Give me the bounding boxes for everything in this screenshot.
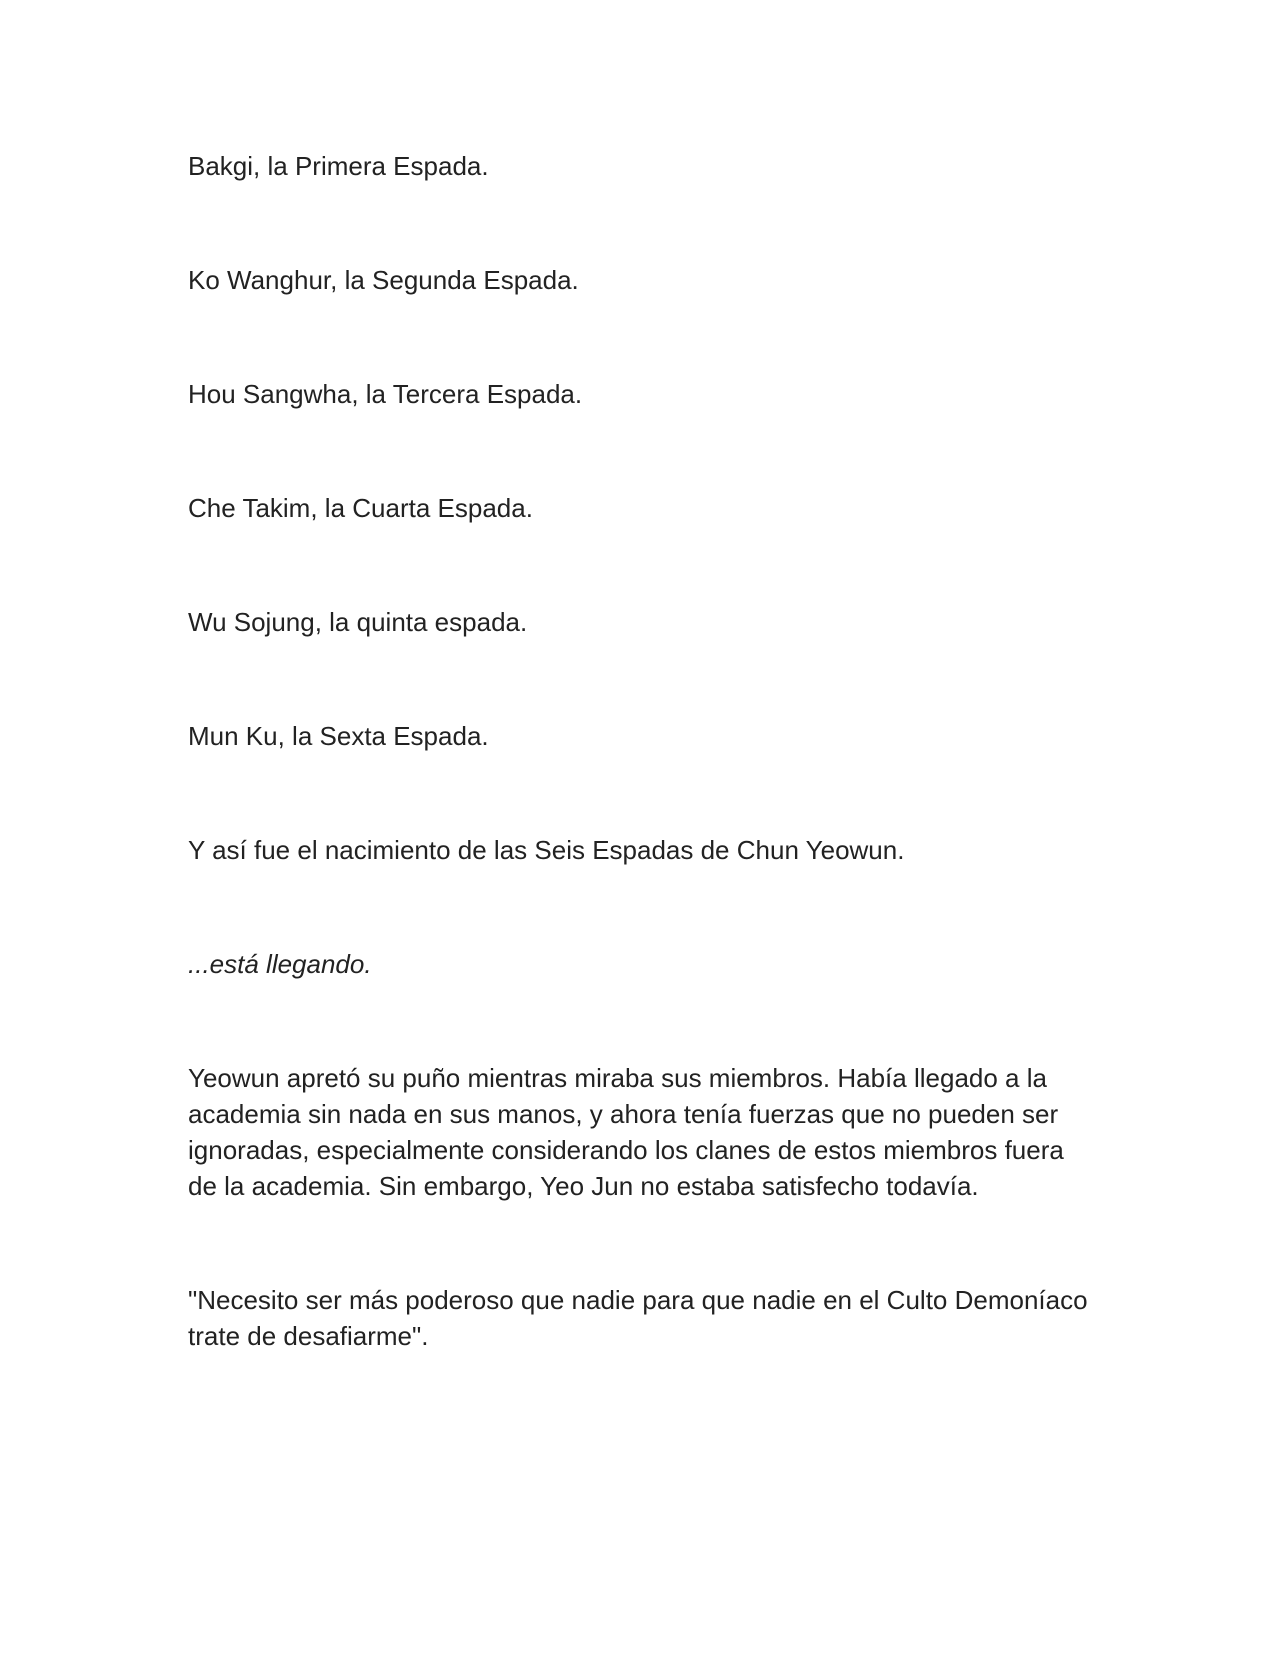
paragraph-second-sword: Ko Wanghur, la Segunda Espada. (188, 265, 579, 295)
paragraph-arriving: ...está llegando. (188, 949, 372, 979)
paragraph-quote-powerful: "Necesito ser más poderoso que nadie para que nadie en el Culto Demoníaco trate de desafiarme". (188, 1285, 1088, 1351)
paragraph-fifth-sword: Wu Sojung, la quinta espada. (188, 607, 528, 637)
paragraph-six-swords-birth: Y así fue el nacimiento de las Seis Espadas de Chun Yeowun. (188, 835, 905, 865)
paragraph-sixth-sword: Mun Ku, la Sexta Espada. (188, 721, 489, 751)
paragraph-first-sword: Bakgi, la Primera Espada. (188, 151, 489, 181)
paragraph-yeowun-fist: Yeowun apretó su puño mientras miraba sus miembros. Había llegado a la academia sin nada en sus manos, y ahora tenía fuerzas que no pueden ser ignoradas, especialmente considerando los clanes de estos miembros fuera de la academia. Sin embargo, Yeo Jun no estaba satisfecho todavía. (188, 1063, 1064, 1201)
paragraph-third-sword: Hou Sangwha, la Tercera Espada. (188, 379, 583, 409)
paragraph-fourth-sword: Che Takim, la Cuarta Espada. (188, 493, 533, 523)
